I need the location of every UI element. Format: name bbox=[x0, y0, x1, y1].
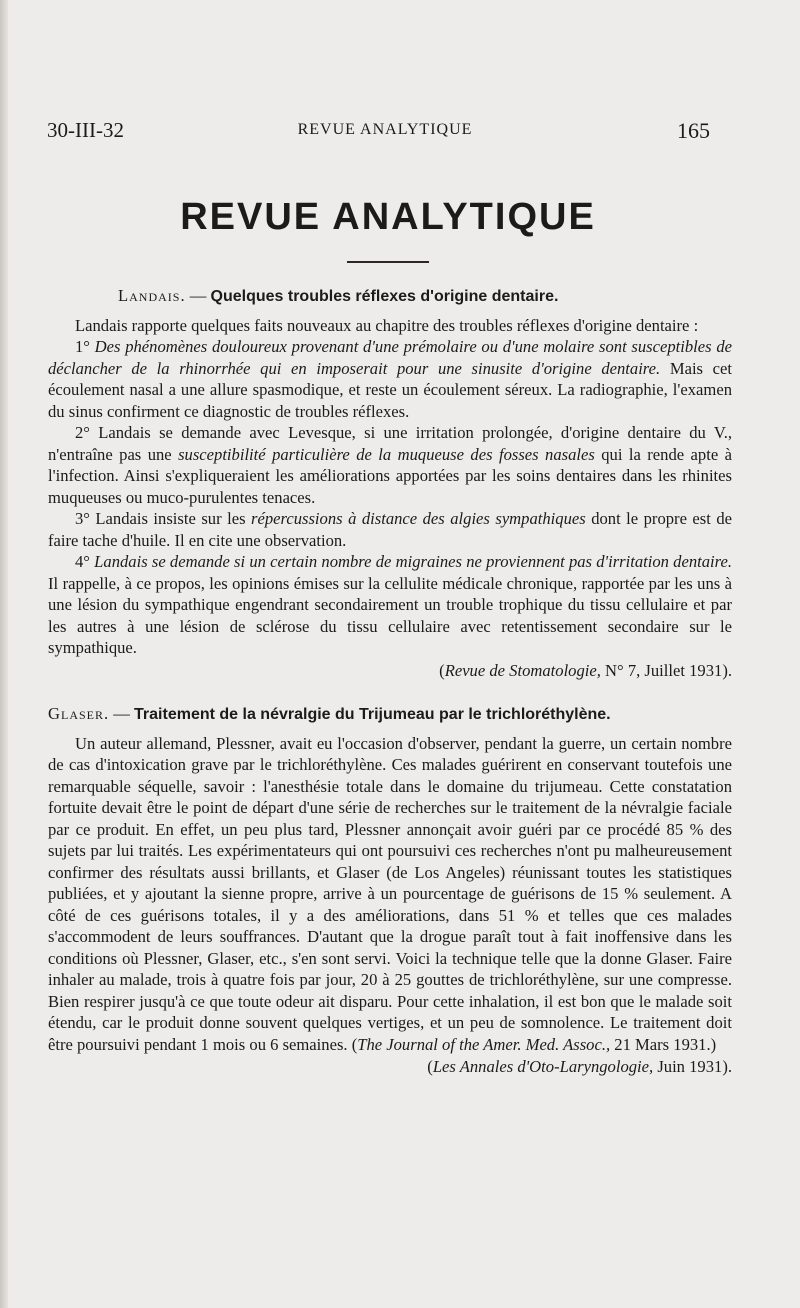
point-4-number: 4° bbox=[75, 552, 95, 571]
point-2-text-b: qui la rende apte à l'infection. Ainsi s'expliqueraient les améliorations apportées par les soins dentaires dans les rhinites muqueuses ou muco-purulentes tenaces. bbox=[48, 444, 732, 507]
source-2-open: ( bbox=[427, 1057, 433, 1076]
point-1-text: Mais cet écoulement nasal a une allure spasmodique, et reste un écoulement séreux. La radiographie, l'examen du sinus confirment ce diagnostic de troubles réflexes. bbox=[48, 358, 732, 421]
point-2-text-a: 2° Landais se demande avec Levesque, si une irritation prolongée, d'origine dentaire du V., n'entraîne pas une bbox=[48, 423, 732, 464]
article-2-journal-ref: The Journal of the Amer. Med. Assoc., bbox=[357, 1034, 611, 1054]
running-head-date: 30-III-32 bbox=[47, 118, 124, 142]
article-1-title: Quelques troubles réflexes d'origine dentaire. bbox=[210, 288, 559, 305]
article-2-body bbox=[48, 733, 732, 1056]
article-1-heading bbox=[48, 285, 732, 308]
page-number: 165 bbox=[677, 118, 710, 143]
point-4-text: Il rappelle, à ce propos, les opinions émises sur la cellulite médicale chronique, rapportée par les uns à une lésion du sympathique engendrant secondairement un trouble trophique du tissu cellulaire et par les autres à une lésion de sclérose du tissu cellulaire avec retentissement secondaire sur le sympathique. bbox=[48, 573, 732, 657]
source-2-journal: Les Annales d'Oto-Laryngologie, bbox=[432, 1057, 654, 1076]
point-1-number: 1° bbox=[75, 337, 95, 356]
article-2-dash: — bbox=[109, 704, 135, 723]
source-1-journal: Revue de Stomatologie, bbox=[444, 660, 601, 680]
article-separator bbox=[48, 681, 732, 703]
page-title: REVUE ANALYTIQUE bbox=[180, 196, 596, 238]
point-3-text-a: 3° Landais insiste sur les bbox=[75, 509, 252, 528]
article-2-source bbox=[48, 1056, 732, 1078]
article-2-title: Traitement de la névralgie du Trijumeau par le trichloréthylène. bbox=[134, 706, 611, 723]
article-2-text-b: 21 Mars 1931.) bbox=[610, 1034, 717, 1054]
point-1-italic: Des phénomènes douloureux provenant d'une prémolaire ou d'une molaire sont susceptibles de déclancher de la rhinorrhée qui en imposerait pour une sinusite d'origine dentaire. bbox=[48, 337, 732, 378]
point-3-text-b: dont le propre est de faire tache d'huile. Il en cite une observation. bbox=[48, 509, 733, 550]
article-2-text-a: Un auteur allemand, Plessner, avait eu l'occasion d'observer, pendant la guerre, un certain nombre de cas d'intoxication grave par le trichloréthylène. Ces malades guérirent en conservant toutefois une remarquable séquelle, savoir : l'anesthésie totale dans le domaine du trijumeau. Cette constatation fortuite devait être le point de départ d'une série de recherches sur le traitement de la névralgie faciale par ce produit. En effet, un peu plus tard, Plessner annonçait avoir guéri par ce procédé 85 % des sujets par lui traités. Les expérimentateurs qui ont poursuivi ces recherches n'ont pu malheureusement confirmer des résultats aussi brillants, et Glaser (de Los Angeles) réunissant toutes les statistiques publiées, et y ajoutant la sienne propre, arrive à un pourcentage de guérisons de 15 % seulement. A côté de ces guérisons totales, il y a des améliorations, dans 51 % et telles que ces malades s'accommodent de leurs souffrances. D'autant que la drogue paraît tout à fait inoffensive dans les conditions où Plessner, Glaser, etc., s'en sont servi. Voici la technique telle que la donne Glaser. Faire inhaler au malade, trois à quatre fois par jour, 20 à 25 gouttes de trichloréthylène, sur une compresse. Bien respirer jusqu'à ce que toute odeur ait disparu. Pour cette inhalation, il est bon que le malade soit étendu, car le produit donne souvent quelques vertiges, et un peu de somnolence. Le traitement doit être poursuivi pendant 1 mois ou 6 semaines. ( bbox=[48, 733, 732, 1054]
running-head bbox=[0, 118, 800, 142]
source-1-issue: N° 7, Juillet 1931). bbox=[600, 660, 732, 680]
article-1-author: Landais. bbox=[118, 286, 186, 305]
article-1-dash: — bbox=[185, 286, 211, 305]
point-3-italic: répercussions à distance des algies sympathiques bbox=[251, 509, 586, 528]
article-2-heading bbox=[48, 703, 732, 726]
article-1-point-1 bbox=[48, 336, 732, 422]
point-2-italic: susceptibilité particulière de la muqueuse des fosses nasales bbox=[178, 444, 595, 464]
article-body bbox=[48, 285, 732, 1078]
running-head-title: REVUE ANALYTIQUE bbox=[297, 121, 473, 138]
article-1-point-4 bbox=[48, 551, 732, 659]
article-1-intro: Landais rapporte quelques faits nouveaux au chapitre des troubles réflexes d'origine dentaire : bbox=[75, 315, 699, 335]
article-1-point-2 bbox=[48, 422, 732, 508]
source-2-issue: Juin 1931). bbox=[653, 1057, 732, 1076]
article-1-source bbox=[48, 660, 732, 682]
source-1-open: ( bbox=[439, 660, 445, 680]
article-2-author: Glaser. bbox=[48, 704, 110, 723]
article-1-point-3 bbox=[48, 508, 732, 551]
title-rule bbox=[347, 261, 429, 263]
point-4-italic: Landais se demande si un certain nombre de migraines ne proviennent pas d'irritation dentaire. bbox=[94, 552, 732, 571]
